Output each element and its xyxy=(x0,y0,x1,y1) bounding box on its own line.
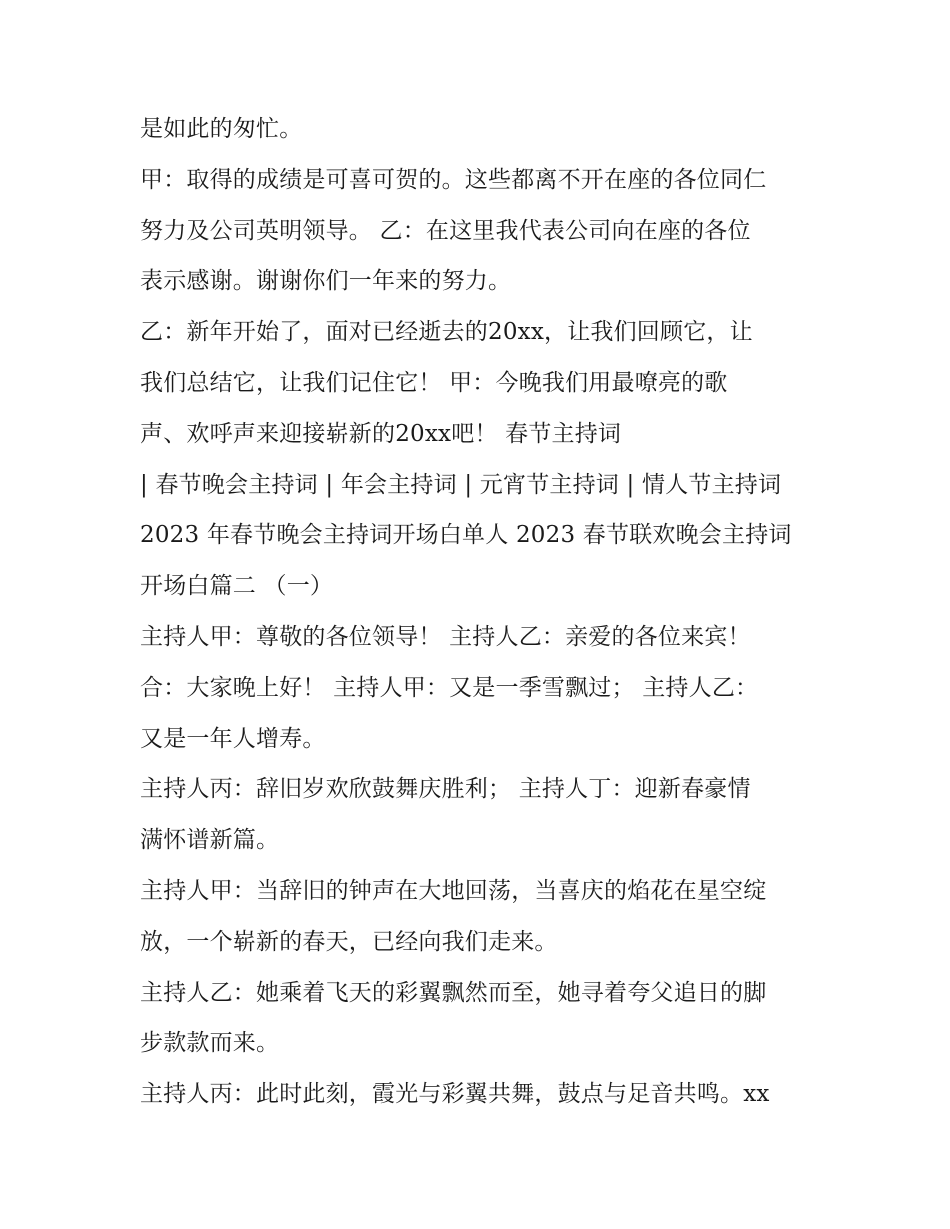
text-line: 放，一个崭新的春天，已经向我们走来。 xyxy=(140,928,558,955)
text-line: 声、欢呼声来迎接崭新的20xx吧！ 春节主持词 xyxy=(140,420,622,447)
text-line: 甲：取得的成绩是可喜可贺的。这些都离不开在座的各位同仁 xyxy=(140,166,767,193)
text-line: 开场白篇二 （一） xyxy=(140,573,334,600)
text-line: 又是一年人增寿。 xyxy=(140,725,326,752)
text-line: | 春节晚会主持词 | 年会主持词 | 元宵节主持词 | 情人节主持词 xyxy=(140,471,782,498)
text-line: 主持人甲：当辞旧的钟声在大地回荡，当喜庆的焰花在星空绽 xyxy=(140,877,767,904)
text-line: 步款款而来。 xyxy=(140,1030,280,1057)
text-line: 表示感谢。谢谢你们一年来的努力。 xyxy=(140,268,512,295)
text-line: 乙：新年开始了，面对已经逝去的20xx，让我们回顾它，让 xyxy=(140,319,753,346)
text-line: 合：大家晚上好！ 主持人甲：又是一季雪飘过； 主持人乙： xyxy=(140,674,759,701)
text-line: 主持人丙：辞旧岁欢欣鼓舞庆胜利； 主持人丁：迎新春豪情 xyxy=(140,776,751,803)
text-line: 2023 年春节晚会主持词开场白单人 2023 春节联欢晚会主持词 xyxy=(140,522,792,549)
text-line: 主持人乙：她乘着飞天的彩翼飘然而至，她寻着夸父追日的脚 xyxy=(140,979,767,1006)
document-body xyxy=(140,104,830,1120)
text-line: 满怀谱新篇。 xyxy=(140,827,280,854)
text-line: 我们总结它，让我们记住它！ 甲：今晚我们用最嘹亮的歌 xyxy=(140,369,728,396)
text-line: 是如此的匆忙。 xyxy=(140,116,303,142)
text-line: 主持人丙：此时此刻，霞光与彩翼共舞，鼓点与足音共鸣。xx xyxy=(140,1081,770,1108)
text-line: 努力及公司英明领导。 乙：在这里我代表公司向在座的各位 xyxy=(140,217,751,244)
text-line: 主持人甲：尊敬的各位领导！ 主持人乙：亲爱的各位来宾！ xyxy=(140,623,751,650)
